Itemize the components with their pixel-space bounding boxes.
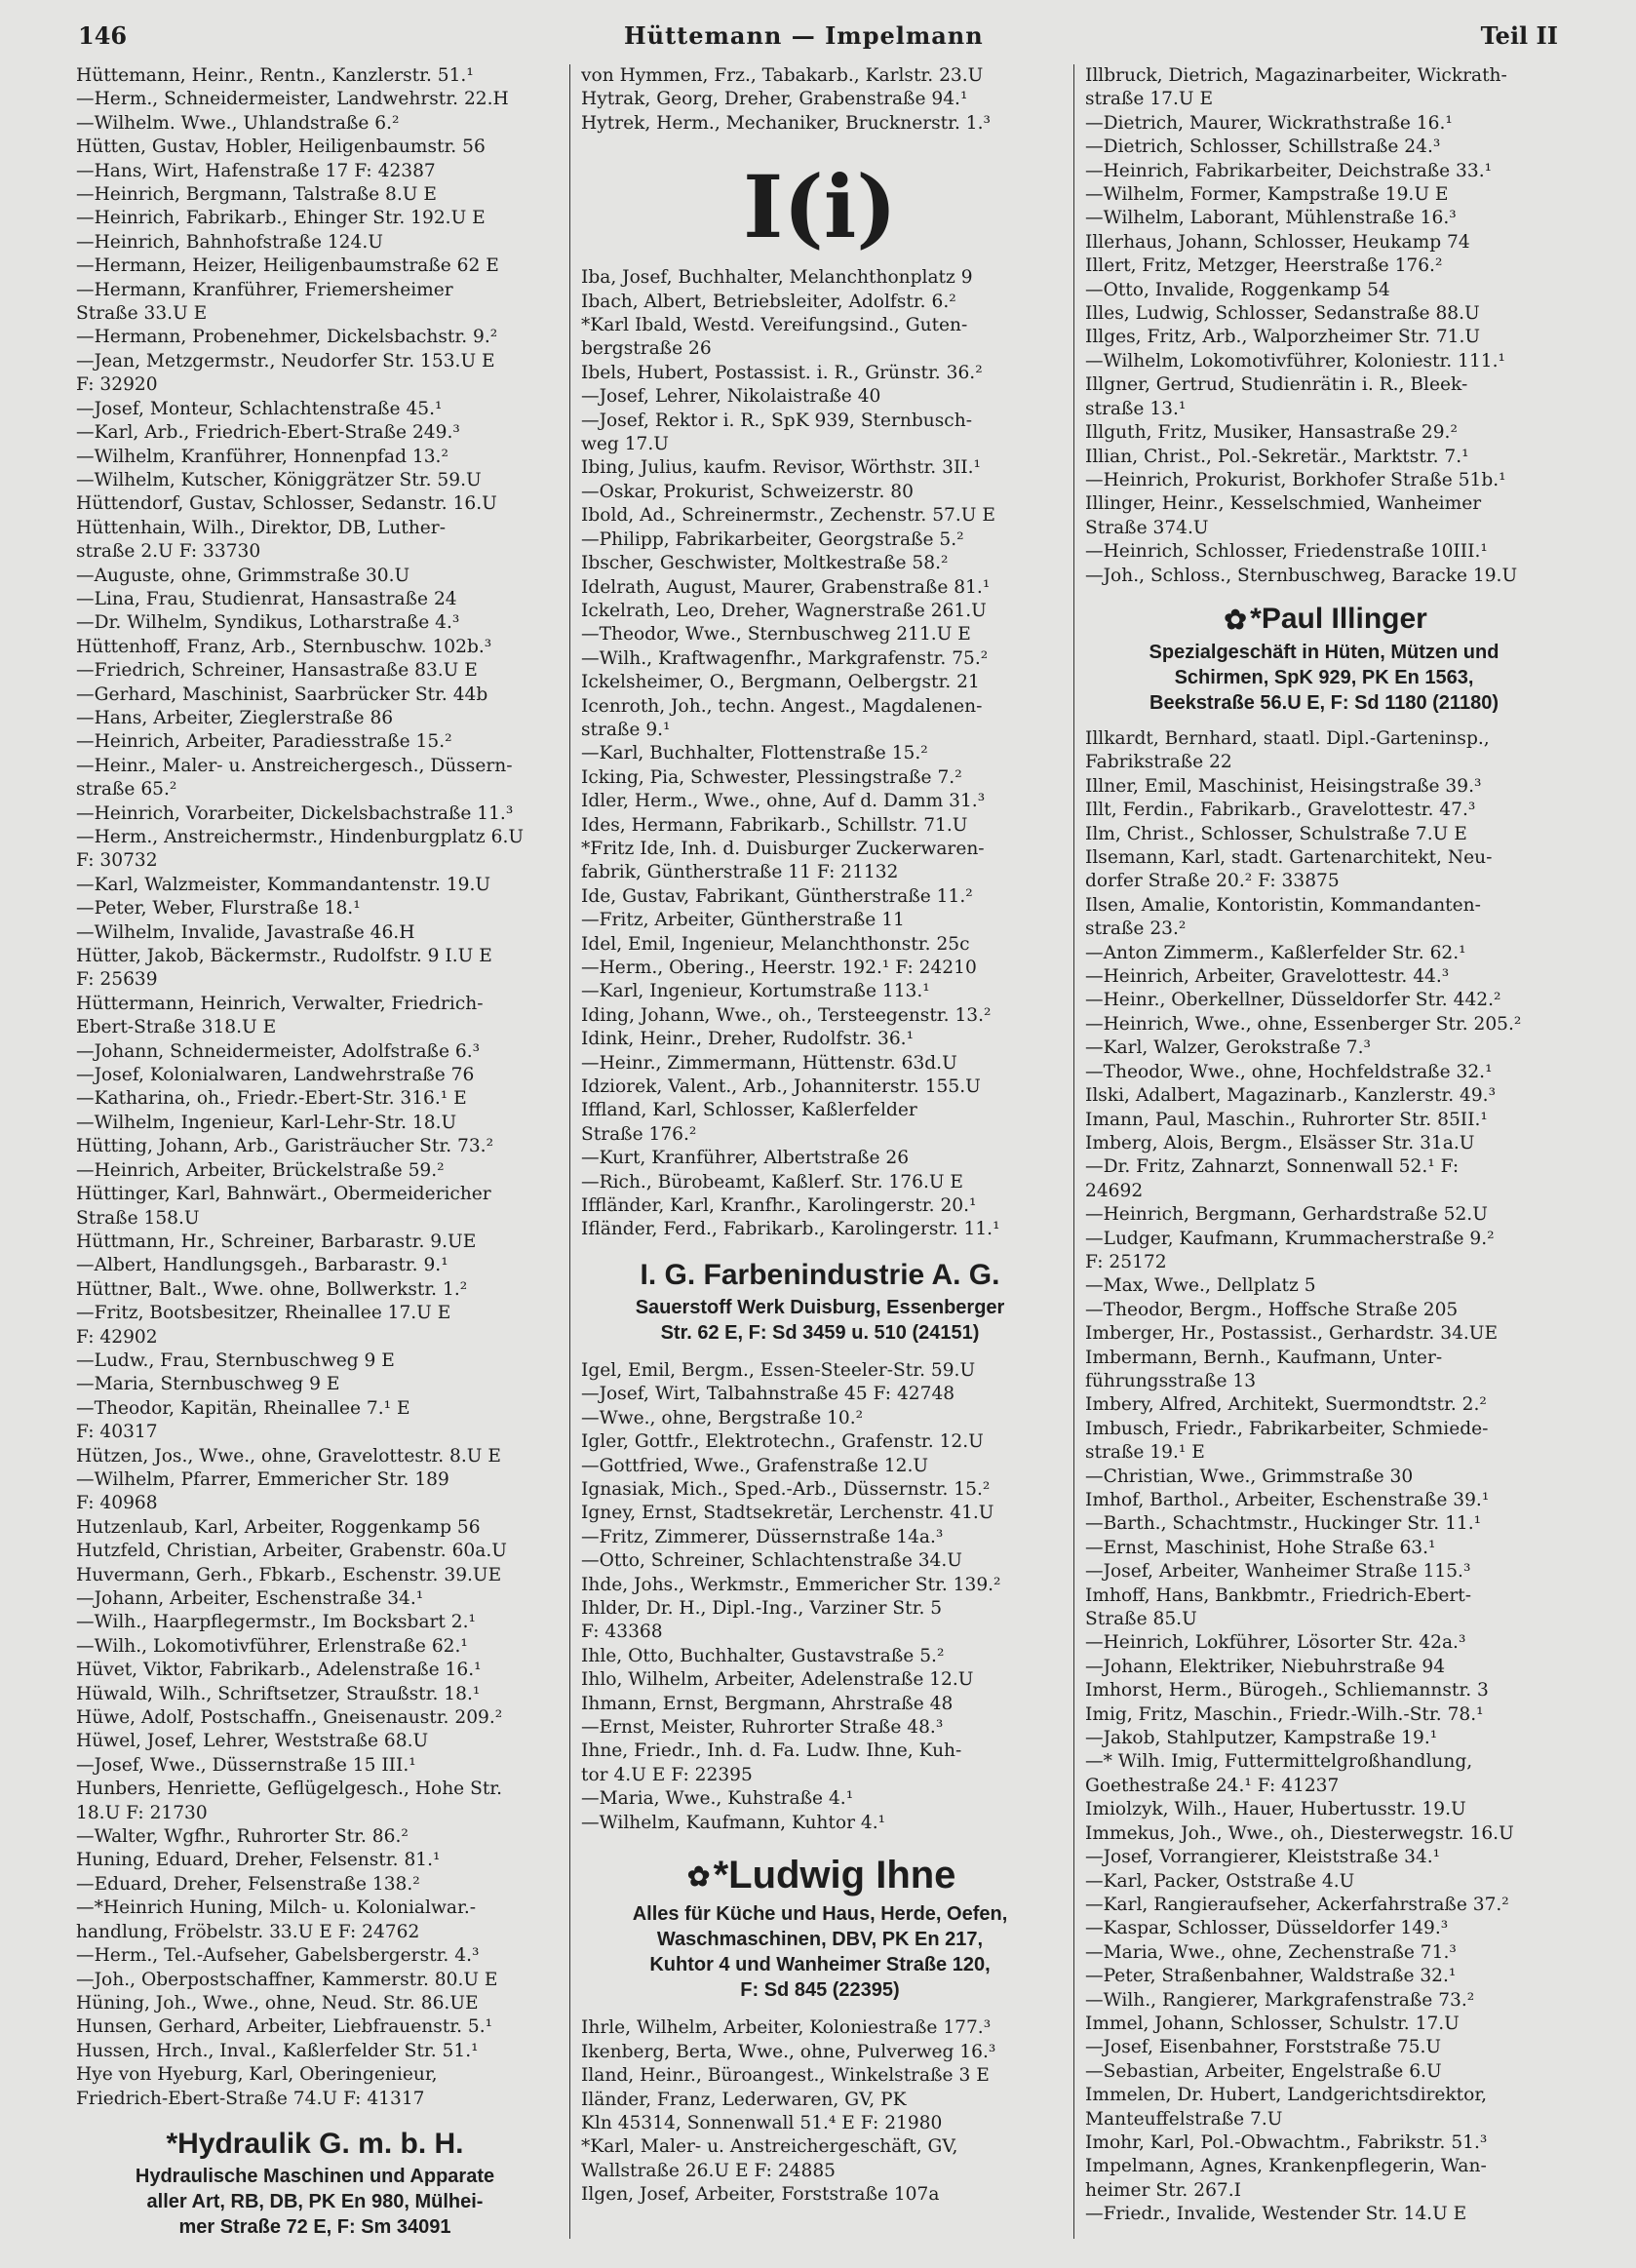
directory-entry: —Gerhard, Maschinist, Saarbrücker Str. 44b (76, 684, 488, 705)
directory-entry: —Josef, Eisenbahner, Forststraße 75.U (1085, 2037, 1442, 2058)
directory-entry: Straße 176.² (581, 1123, 697, 1145)
ad-paul-illinger (1085, 600, 1563, 716)
directory-entry: —Maria, Wwe., Kuhstraße 4.¹ (581, 1788, 854, 1810)
directory-entry: Hützen, Jos., Wwe., ohne, Gravelottestr. 8.U E (76, 1445, 501, 1466)
ad-line: Waschmaschinen, DBV, PK En 217, (656, 1929, 984, 1951)
directory-entry: —Herm., Obering., Heerstr. 192.¹ F: 24210 (581, 958, 977, 978)
directory-entry: Ihmann, Ernst, Bergmann, Ahrstraße 48 (581, 1693, 954, 1714)
directory-entry: —Theodor, Wwe., ohne, Hochfeldstraße 32.¹ (1085, 1061, 1493, 1082)
directory-entry: Hütter, Jakob, Bäckermstr., Rudolfstr. 9 I.U E (76, 946, 492, 967)
ad-farbenindustrie (581, 1256, 1059, 1346)
directory-entry: —Johann, Schneidermeister, Adolfstraße 6.³ (76, 1040, 481, 1062)
directory-entry: Idink, Heinr., Dreher, Rudolfstr. 36.¹ (581, 1029, 915, 1050)
directory-entry: —Karl, Packer, Oststraße 4.U (1085, 1870, 1355, 1892)
directory-entry: Friedrich-Ebert-Straße 74.U F: 41317 (76, 2088, 425, 2109)
entries-col2-bottom (581, 2016, 1059, 2207)
directory-entry: Ihle, Otto, Buchhalter, Gustavstraße 5.² (581, 1645, 945, 1666)
directory-entry: —Friedrich, Schreiner, Hansastraße 83.U E (76, 660, 478, 682)
directory-entry: Ilski, Adalbert, Magazinarb., Kanzlerstr. 49.³ (1085, 1085, 1497, 1107)
directory-entry: —Dr. Fritz, Zahnarzt, Sonnenwall 52.¹ F: (1085, 1156, 1460, 1178)
directory-entry: Ihlder, Dr. H., Dipl.-Ing., Varziner Str. 5 (581, 1597, 943, 1619)
directory-entry: Illbruck, Dietrich, Magazinarbeiter, Wickrath- (1085, 65, 1507, 86)
directory-entry: —Peter, Straßenbahner, Waldstraße 32.¹ (1085, 1966, 1457, 1987)
directory-entry: —Johann, Arbeiter, Eschenstraße 34.¹ (76, 1588, 424, 1609)
directory-entry: Ides, Hermann, Fabrikarb., Schillstr. 71.U (581, 814, 968, 836)
directory-entry: Immelen, Dr. Hubert, Landgerichtsdirektor, (1085, 2085, 1488, 2106)
directory-entry: —Kaspar, Schlosser, Düsseldorfer 149.³ (1085, 1918, 1449, 1939)
ad-line: Str. 62 E, F: Sd 3459 u. 510 (24151) (660, 1321, 980, 1344)
directory-entry: führungsstraße 13 (1085, 1370, 1257, 1391)
directory-entry: —Jakob, Stahlputzer, Kampstraße 19.¹ (1085, 1728, 1438, 1749)
directory-entry: 18.U F: 21730 (76, 1802, 208, 1823)
directory-entry: Icenroth, Joh., techn. Angest., Magdalenen- (581, 695, 983, 717)
directory-entry: Hutzenlaub, Karl, Arbeiter, Roggenkamp 56 (76, 1516, 481, 1538)
directory-entry: Iländer, Franz, Lederwaren, GV, PK (581, 2089, 907, 2110)
directory-entry: F: 32920 (76, 374, 158, 396)
directory-entry: Ifländer, Ferd., Fabrikarb., Karolingerstr. 11.¹ (581, 1219, 1000, 1240)
directory-entry: Hüttermann, Heinrich, Verwalter, Friedrich- (76, 993, 484, 1014)
directory-entry: Imbery, Alfred, Architekt, Suermondtstr. 2.² (1085, 1394, 1487, 1416)
directory-entry: Huvermann, Gerh., Fbkarb., Eschenstr. 39.UE (76, 1564, 502, 1585)
directory-entry: straße 65.² (76, 779, 177, 801)
directory-entry: —Heinrich, Arbeiter, Paradiesstraße 15.² (76, 731, 452, 753)
entries-col3-mid (1085, 727, 1563, 2227)
directory-entry: Icking, Pia, Schwester, Plessingstraße 7.² (581, 766, 962, 788)
directory-entry: Fabrikstraße 22 (1085, 752, 1232, 773)
directory-entry: Ihrle, Wilhelm, Arbeiter, Koloniestraße 177.³ (581, 2017, 992, 2039)
directory-entry: —Wilhelm, Ingenieur, Karl-Lehr-Str. 18.U (76, 1112, 457, 1133)
directory-entry: handlung, Fröbelstr. 33.U E F: 24762 (76, 1921, 420, 1942)
directory-entry: Iland, Heinr., Büroangest., Winkelstraße 3 E (581, 2065, 990, 2087)
column-divider (569, 64, 570, 2239)
directory-entry: Hunbers, Henriette, Geflügelgesch., Hohe Str. (76, 1779, 503, 1800)
directory-entry: —Eduard, Dreher, Felsenstraße 138.² (76, 1873, 420, 1895)
directory-entry: —Barth., Schachtmstr., Huckinger Str. 11.¹ (1085, 1513, 1482, 1535)
directory-entry: —Heinrich, Bergmann, Gerhardstraße 52.U (1085, 1204, 1488, 1226)
directory-entry: —Theodor, Wwe., Sternbuschweg 211.U E (581, 624, 971, 645)
column-1 (76, 64, 554, 2248)
ad-ihne-name: *Ludwig Ihne (713, 1854, 956, 1897)
directory-entry: —Karl, Ingenieur, Kortumstraße 113.¹ (581, 981, 930, 1002)
directory-entry: —Josef, Monteur, Schlachtenstraße 45.¹ (76, 398, 443, 419)
ad-line: Spezialgeschäft in Hüten, Mützen und (1149, 642, 1500, 664)
directory-entry: Ilm, Christ., Schlosser, Schulstraße 7.U E (1085, 823, 1467, 844)
directory-entry: Hütten, Gustav, Hobler, Heiligenbaumstr. 56 (76, 137, 486, 158)
directory-entry: Hye von Hyeburg, Karl, Oberingenieur, (76, 2064, 438, 2086)
directory-entry: Hüttemann, Heinr., Rentn., Kanzlerstr. 51.¹ (76, 65, 474, 86)
directory-entry: 24692 (1085, 1180, 1144, 1201)
directory-entry: Illian, Christ., Pol.-Sekretär., Marktstr. 7.¹ (1085, 446, 1469, 467)
directory-entry: F: 30732 (76, 850, 158, 872)
ad-line: Sauerstoff Werk Duisburg, Essenberger (635, 1296, 1005, 1318)
directory-entry: Ilsemann, Karl, stadt. Gartenarchitekt, Neu- (1085, 847, 1493, 869)
directory-entry: Iding, Johann, Wwe., oh., Tersteegenstr. 13.² (581, 1004, 992, 1026)
directory-entry: —Ernst, Meister, Ruhrorter Straße 48.³ (581, 1716, 944, 1738)
directory-entry: —Heinrich, Fabrikarb., Ehinger Str. 192.U E (76, 208, 486, 229)
directory-entry: —Hermann, Heizer, Heiligenbaumstraße 62 E (76, 255, 499, 277)
directory-entry: Illgner, Gertrud, Studienrätin i. R., Bleek- (1085, 374, 1468, 396)
directory-entry: —Dietrich, Maurer, Wickrathstraße 16.¹ (1085, 112, 1453, 134)
entries-col2-after-ad (581, 1359, 1059, 1835)
entries-col2-mid (581, 266, 1059, 1242)
part-label: Teil II (1480, 21, 1558, 50)
directory-entry: Imann, Paul, Maschin., Ruhrorter Str. 85II.¹ (1085, 1109, 1488, 1130)
directory-entry: Imiolzyk, Wilh., Hauer, Hubertusstr. 19.U (1085, 1799, 1466, 1820)
directory-entry: Hütting, Johann, Arb., Garisträucher Str. 73.² (76, 1136, 494, 1157)
directory-entry: Ihde, Johs., Werkmstr., Emmericher Str. 139.² (581, 1574, 1001, 1595)
directory-entry: —Wilhelm, Pfarrer, Emmericher Str. 189 (76, 1468, 449, 1490)
directory-entry: —Heinrich, Schlosser, Friedenstraße 10III.¹ (1085, 541, 1488, 563)
directory-entry: Ilgen, Josef, Arbeiter, Forststraße 107a (581, 2184, 940, 2206)
directory-entry: —Dr. Wilhelm, Syndikus, Lotharstraße 4.³ (76, 612, 460, 634)
directory-entry: —* Wilh. Imig, Futtermittelgroßhandlung, (1085, 1751, 1473, 1773)
directory-entry: Imbermann, Bernh., Kaufmann, Unter- (1085, 1347, 1443, 1368)
directory-entry: Illert, Fritz, Metzger, Heerstraße 176.² (1085, 255, 1443, 277)
page-title: Hüttemann — Impelmann (623, 21, 984, 50)
directory-entry: Manteuffelstraße 7.U (1085, 2108, 1283, 2130)
directory-entry: —Wilhelm, Kranführer, Honnenpfad 13.² (76, 446, 448, 467)
ad-ludwig-ihne (581, 1851, 1059, 2003)
ad-line: Schirmen, SpK 929, PK En 1563, (1174, 667, 1474, 689)
directory-entry: —Heinrich, Prokurist, Borkhofer Straße 51b.¹ (1085, 469, 1506, 490)
directory-entry: —Wilhelm, Former, Kampstraße 19.U E (1085, 184, 1449, 206)
directory-entry: Hüttenhoff, Franz, Arb., Sternbuschw. 102b.³ (76, 636, 492, 657)
directory-entry: —Karl, Arb., Friedrich-Ebert-Straße 249.³ (76, 422, 460, 444)
directory-entry: F: 42902 (76, 1326, 158, 1348)
directory-entry: Huning, Eduard, Dreher, Felsenstr. 81.¹ (76, 1850, 441, 1871)
directory-entry: —Josef, Rektor i. R., SpK 939, Sternbusch- (581, 410, 972, 431)
directory-entry: straße 19.¹ E (1085, 1442, 1205, 1464)
directory-entry: —Dietrich, Schlosser, Schillstraße 24.³ (1085, 137, 1441, 158)
directory-entry: Hüttenhain, Wilh., Direktor, DB, Luther- (76, 517, 446, 538)
directory-entry: Imbusch, Friedr., Fabrikarbeiter, Schmiede- (1085, 1418, 1489, 1439)
directory-entry: Hüwel, Josef, Lehrer, Weststraße 68.U (76, 1731, 429, 1752)
directory-entry: —Jean, Metzgermstr., Neudorfer Str. 153.U E (76, 350, 495, 371)
directory-entry: —Hans, Arbeiter, Zieglerstraße 86 (76, 707, 394, 728)
directory-entry: —Heinrich, Arbeiter, Gravelottestr. 44.³ (1085, 966, 1450, 988)
directory-entry: —Albert, Handlungsgeh., Barbarastr. 9.¹ (76, 1255, 448, 1276)
ad-line: Beekstraße 56.U E, F: Sd 1180 (21180) (1149, 692, 1499, 715)
directory-entry: —Karl, Walzer, Gerokstraße 7.³ (1085, 1037, 1371, 1059)
directory-entry: —Josef, Arbeiter, Wanheimer Straße 115.³ (1085, 1561, 1471, 1583)
directory-entry: Hüttendorf, Gustav, Schlosser, Sedanstr. 16.U (76, 493, 497, 515)
directory-entry: —Heinrich, Bergmann, Talstraße 8.U E (76, 184, 437, 206)
flower-ornament-icon: ✿ (686, 1861, 711, 1893)
directory-entry: Hytrak, Georg, Dreher, Grabenstraße 94.¹ (581, 89, 968, 110)
directory-entry: Hussen, Hrch., Inval., Kaßlerfelder Str. 51.¹ (76, 2040, 479, 2061)
directory-entry: Illt, Ferdin., Fabrikarb., Gravelottestr. 47.³ (1085, 800, 1476, 821)
directory-entry: —Wilhelm, Kaufmann, Kuhtor 4.¹ (581, 1812, 886, 1833)
directory-entry: straße 2.U F: 33730 (76, 541, 261, 563)
entries-col2-top (581, 64, 1059, 136)
directory-entry: Hüning, Joh., Wwe., ohne, Neud. Str. 86.UE (76, 1992, 479, 2014)
directory-entry: Goethestraße 24.¹ F: 41237 (1085, 1775, 1340, 1796)
directory-entry: —Philipp, Fabrikarbeiter, Georgstraße 5.² (581, 528, 964, 550)
directory-entry: —Heinrich, Wwe., ohne, Essenberger Str. 205.² (1085, 1013, 1522, 1035)
directory-entry: —Theodor, Kapitän, Rheinallee 7.¹ E (76, 1397, 410, 1419)
directory-entry: —Wilhelm, Kutscher, Königgrätzer Str. 59.U (76, 469, 482, 490)
directory-entry: Illner, Emil, Maschinist, Heisingstraße 39.³ (1085, 775, 1482, 797)
directory-entry: Straße 158.U (76, 1207, 200, 1229)
ad-farben-name: I. G. Farbenindustrie A. G. (640, 1258, 1000, 1291)
ad-line: F: Sd 845 (22395) (740, 1979, 900, 2002)
directory-entry: F: 40968 (76, 1493, 158, 1514)
directory-entry: F: 40317 (76, 1422, 158, 1443)
directory-entry: —Sebastian, Arbeiter, Engelstraße 6.U (1085, 2060, 1442, 2082)
directory-entry: Ickelsheimer, O., Bergmann, Oelbergstr. 21 (581, 672, 980, 693)
directory-entry: straße 9.¹ (581, 719, 671, 740)
directory-entry: —Kurt, Kranführer, Albertstraße 26 (581, 1148, 910, 1169)
directory-entry: Ilsen, Amalie, Kontoristin, Kommandanten- (1085, 894, 1481, 916)
directory-entry: Illerhaus, Johann, Schlosser, Heukamp 74 (1085, 231, 1470, 253)
directory-entry: Iba, Josef, Buchhalter, Melanchthonplatz 9 (581, 267, 973, 289)
directory-entry: —Wilh., Haarpflegermstr., Im Bocksbart 2.¹ (76, 1612, 476, 1633)
directory-entry: —Wwe., ohne, Bergstraße 10.² (581, 1407, 864, 1428)
directory-entry: heimer Str. 267.I (1085, 2179, 1241, 2201)
directory-entry: —Walter, Wgfhr., Ruhrorter Str. 86.² (76, 1826, 409, 1848)
directory-entry: —Herm., Schneidermeister, Landwehrstr. 22.H (76, 89, 509, 110)
directory-entry: tor 4.U E F: 22395 (581, 1764, 753, 1785)
directory-entry: —Heinr., Maler- u. Anstreichergesch., Düssern- (76, 755, 513, 776)
ad-farben-lines (581, 1295, 1059, 1346)
ad-line: Hydraulische Maschinen und Apparate (135, 2165, 495, 2187)
ad-ihne-lines (581, 1901, 1059, 2003)
directory-entry: Illguth, Fritz, Musiker, Hansastraße 29.² (1085, 422, 1458, 444)
directory-entry: Igel, Emil, Bergm., Essen-Steeler-Str. 59.U (581, 1359, 976, 1381)
directory-entry: Imig, Fritz, Maschin., Friedr.-Wilh.-Str. 78.¹ (1085, 1703, 1484, 1725)
directory-entry: —Rich., Bürobeamt, Kaßlerf. Str. 176.U E (581, 1171, 964, 1193)
directory-entry: straße 23.² (1085, 919, 1187, 940)
directory-entry: Kln 45314, Sonnenwall 51.⁴ E F: 21980 (581, 2113, 943, 2134)
column-2 (581, 64, 1059, 2208)
directory-entry: Iffländer, Karl, Kranfhr., Karolingerstr. 20.¹ (581, 1195, 977, 1217)
directory-entry: —Karl, Buchhalter, Flottenstraße 15.² (581, 743, 928, 764)
directory-entry: Hüttmann, Hr., Schreiner, Barbarastr. 9.UE (76, 1231, 477, 1252)
directory-entry: Ide, Gustav, Fabrikant, Güntherstraße 11.² (581, 885, 973, 907)
directory-entry: —Heinr., Oberkellner, Düsseldorfer Str. 442.² (1085, 990, 1501, 1011)
directory-entry: —*Heinrich Huning, Milch- u. Kolonialwar.- (76, 1897, 477, 1919)
directory-entry: —Wilhelm, Laborant, Mühlenstraße 16.³ (1085, 208, 1457, 229)
directory-entry: Ibels, Hubert, Postassist. i. R., Grünstr. 36.² (581, 362, 983, 383)
directory-entry: Ibing, Julius, kaufm. Revisor, Wörthstr. 3II.¹ (581, 457, 982, 479)
directory-entry: —Ludw., Frau, Sternbuschweg 9 E (76, 1349, 395, 1371)
directory-entry: —Herm., Anstreichermstr., Hindenburgplatz 6.U (76, 827, 525, 847)
directory-entry: —Max, Wwe., Dellplatz 5 (1085, 1275, 1316, 1297)
directory-entry: Ibscher, Geschwister, Moltkestraße 58.² (581, 553, 949, 574)
directory-entry: von Hymmen, Frz., Tabakarb., Karlstr. 23.U (581, 65, 984, 86)
directory-entry: Imberg, Alois, Bergm., Elsässer Str. 31a.U (1085, 1132, 1475, 1154)
directory-entry: Illges, Fritz, Arb., Walporzheimer Str. 71.U (1085, 327, 1481, 348)
directory-entry: —Peter, Weber, Flurstraße 18.¹ (76, 898, 361, 919)
directory-entry: Wallstraße 26.U E F: 24885 (581, 2160, 836, 2181)
directory-entry: bergstraße 26 (581, 338, 712, 360)
entries-col1 (76, 64, 554, 2111)
directory-entry: —Joh., Oberpostschaffner, Kammerstr. 80.U E (76, 1969, 498, 1990)
directory-entry: Idel, Emil, Ingenieur, Melanchthonstr. 25c (581, 933, 970, 955)
directory-entry: —Heinr., Zimmermann, Hüttenstr. 63d.U (581, 1052, 957, 1074)
directory-entry: —Wilh., Rangierer, Markgrafenstraße 73.² (1085, 1989, 1475, 2011)
directory-entry: —Heinrich, Vorarbeiter, Dickelsbachstraße 11.³ (76, 802, 514, 824)
directory-entry: —Hermann, Probenehmer, Dickelsbachstr. 9.² (76, 327, 498, 348)
directory-entry: —Josef, Vorrangierer, Kleiststraße 34.¹ (1085, 1847, 1441, 1868)
directory-entry: Hüwald, Wilh., Schriftsetzer, Straußstr. 18.¹ (76, 1683, 481, 1704)
directory-entry: Igney, Ernst, Stadtsekretär, Lerchenstr. 41.U (581, 1503, 994, 1524)
directory-entry: Igler, Gottfr., Elektrotechn., Grafenstr. 12.U (581, 1431, 984, 1453)
directory-entry: Immekus, Joh., Wwe., oh., Diesterwegstr. 16.U (1085, 1822, 1514, 1844)
directory-entry: —Auguste, ohne, Grimmstraße 30.U (76, 565, 410, 586)
directory-entry: —Karl, Rangieraufseher, Ackerfahrstraße 37.² (1085, 1894, 1509, 1915)
directory-entry: —Hermann, Kranführer, Friemersheimer (76, 279, 453, 300)
directory-entry: Ihne, Friedr., Inh. d. Fa. Ludw. Ihne, Kuh- (581, 1740, 962, 1762)
directory-entry: Imhorst, Herm., Bürogeh., Schliemannstr. 3 (1085, 1680, 1489, 1701)
directory-entry: Illes, Ludwig, Schlosser, Sedanstraße 88.U (1085, 303, 1480, 325)
directory-entry: —Gottfried, Wwe., Grafenstraße 12.U (581, 1455, 929, 1476)
directory-entry: fabrik, Güntherstraße 11 F: 21132 (581, 862, 899, 883)
directory-entry: Ihlo, Wilhelm, Arbeiter, Adelenstraße 12.U (581, 1669, 974, 1691)
directory-entry: —Maria, Sternbuschweg 9 E (76, 1374, 340, 1395)
flower-ornament-icon: ✿ (1224, 605, 1247, 636)
directory-entry: Impelmann, Agnes, Krankenpflegerin, Wan- (1085, 2156, 1487, 2177)
directory-entry: F: 25639 (76, 969, 158, 991)
directory-entry: Hüwe, Adolf, Postschaffn., Gneisenaustr. 209.² (76, 1707, 503, 1729)
directory-entry: Ickelrath, Leo, Dreher, Wagnerstraße 261.U (581, 600, 987, 621)
directory-entry: —Oskar, Prokurist, Schweizerstr. 80 (581, 481, 914, 502)
directory-entry: straße 17.U E (1085, 89, 1214, 110)
directory-entry: —Fritz, Bootsbesitzer, Rheinallee 17.U E (76, 1303, 451, 1324)
directory-entry: Straße 374.U (1085, 517, 1209, 538)
ad-line: aller Art, RB, DB, PK En 980, Mülhei- (146, 2190, 484, 2212)
ad-illinger-lines (1085, 640, 1563, 716)
directory-entry: straße 13.¹ (1085, 398, 1187, 419)
directory-entry: Ikenberg, Berta, Wwe., ohne, Pulverweg 16.³ (581, 2041, 996, 2062)
directory-entry: *Karl, Maler- u. Anstreichergeschäft, GV, (581, 2136, 958, 2158)
ad-line: Kuhtor 4 und Wanheimer Straße 120, (649, 1954, 991, 1976)
directory-entry: Hytrek, Herm., Mechaniker, Brucknerstr. 1.³ (581, 112, 991, 134)
directory-entry: Straße 85.U (1085, 1609, 1197, 1630)
directory-entry: —Herm., Tel.-Aufseher, Gabelsbergerstr. 4.³ (76, 1945, 480, 1967)
column-divider (1073, 64, 1074, 2239)
directory-entry: Imhoff, Hans, Bankbmtr., Friedrich-Ebert- (1085, 1584, 1471, 1606)
ad-line: Alles für Küche und Haus, Herde, Oefen, (632, 1903, 1008, 1926)
ad-line: mer Straße 72 E, F: Sm 34091 (178, 2215, 451, 2238)
directory-entry: —Fritz, Zimmerer, Düssernstraße 14a.³ (581, 1526, 944, 1547)
directory-entry: —Maria, Wwe., ohne, Zechenstraße 71.³ (1085, 1941, 1457, 1963)
directory-entry: —Josef, Kolonialwaren, Landwehrstraße 76 (76, 1065, 475, 1086)
directory-entry: Ibold, Ad., Schreinermstr., Zechenstr. 57.U E (581, 505, 995, 527)
directory-entry: Ibach, Albert, Betriebsleiter, Adolfstr. 6.² (581, 291, 956, 312)
directory-entry: Idelrath, August, Maurer, Grabenstraße 81.¹ (581, 576, 991, 598)
directory-entry: *Karl Ibald, Westd. Vereifungsind., Guten- (581, 315, 968, 336)
directory-entry: —Otto, Invalide, Roggenkamp 54 (1085, 279, 1390, 300)
directory-entry: Imberger, Hr., Postassist., Gerhardstr. 34.UE (1085, 1323, 1499, 1345)
directory-entry: Hüvet, Viktor, Fabrikarb., Adelenstraße 16.¹ (76, 1660, 482, 1681)
column-3 (1085, 64, 1563, 2227)
directory-entry: F: 43368 (581, 1622, 663, 1643)
section-letter: I(i) (743, 156, 897, 258)
directory-entry: Ignasiak, Mich., Sped.-Arb., Düssernstr. 15.² (581, 1478, 991, 1500)
directory-entry: Imhof, Barthol., Arbeiter, Eschenstraße 39.¹ (1085, 1490, 1490, 1511)
directory-entry: —Fritz, Arbeiter, Güntherstraße 11 (581, 910, 905, 931)
directory-entry: Idziorek, Valent., Arb., Johanniterstr. 155.U (581, 1076, 981, 1098)
directory-entry: —Josef, Wirt, Talbahnstraße 45 F: 42748 (581, 1384, 955, 1405)
directory-entry: Iffland, Karl, Schlosser, Kaßlerfelder (581, 1100, 917, 1121)
directory-entry: —Heinrich, Arbeiter, Brückelstraße 59.² (76, 1159, 445, 1181)
ad-illinger-name: *Paul Illinger (1250, 602, 1427, 635)
directory-entry: —Hans, Wirt, Hafenstraße 17 F: 42387 (76, 160, 436, 181)
directory-entry: Illinger, Heinr., Kesselschmied, Wanheimer (1085, 493, 1482, 515)
page-header (78, 21, 1558, 60)
directory-entry: F: 25172 (1085, 1251, 1167, 1272)
directory-entry: —Friedr., Invalide, Westender Str. 14.U E (1085, 2204, 1467, 2225)
directory-entry: —Joh., Schloss., Sternbuschweg, Baracke 19.U (1085, 565, 1518, 586)
directory-entry: —Josef, Lehrer, Nikolaistraße 40 (581, 386, 881, 408)
directory-entry: Immel, Johann, Schlosser, Schulstr. 17.U (1085, 2013, 1460, 2034)
directory-entry: —Ludger, Kaufmann, Krummacherstraße 9.² (1085, 1228, 1495, 1249)
directory-entry: Hutzfeld, Christian, Arbeiter, Grabenstr. 60a.U (76, 1541, 507, 1562)
ad-hydraulik-name: *Hydraulik G. m. b. H. (166, 2127, 464, 2160)
directory-entry: Illkardt, Bernhard, staatl. Dipl.-Garteninsp., (1085, 728, 1490, 750)
directory-entry: —Otto, Schreiner, Schlachtenstraße 34.U (581, 1550, 962, 1572)
page-number: 146 (78, 21, 128, 50)
directory-entry: dorfer Straße 20.² F: 33875 (1085, 871, 1340, 892)
directory-entry: —Wilhelm. Wwe., Uhlandstraße 6.² (76, 112, 400, 134)
directory-entry: —Heinrich, Lokführer, Lösorter Str. 42a.³ (1085, 1632, 1466, 1654)
directory-entry: Straße 33.U E (76, 303, 208, 325)
directory-entry: —Theodor, Bergm., Hoffsche Straße 205 (1085, 1299, 1459, 1320)
entries-col3-top (1085, 64, 1563, 588)
directory-entry: Idler, Herm., Wwe., ohne, Auf d. Damm 31.³ (581, 791, 986, 812)
directory-entry: —Heinrich, Fabrikarbeiter, Deichstraße 33.¹ (1085, 160, 1493, 181)
ad-hydraulik (76, 2125, 554, 2240)
directory-entry: —Ernst, Maschinist, Hohe Straße 63.¹ (1085, 1537, 1436, 1558)
directory-entry: —Wilh., Kraftwagenfhr., Markgrafenstr. 75.² (581, 647, 989, 669)
directory-entry: —Karl, Walzmeister, Kommandantenstr. 19.U (76, 874, 491, 895)
ad-hydraulik-lines (76, 2164, 554, 2240)
directory-entry: —Christian, Wwe., Grimmstraße 30 (1085, 1466, 1414, 1487)
directory-entry: —Lina, Frau, Studienrat, Hansastraße 24 (76, 588, 457, 609)
directory-entry: —Johann, Elektriker, Niebuhrstraße 94 (1085, 1656, 1446, 1677)
directory-entry: Hunsen, Gerhard, Arbeiter, Liebfrauenstr. 5.¹ (76, 2016, 493, 2038)
directory-entry: —Wilhelm, Lokomotivführer, Koloniestr. 111.¹ (1085, 350, 1505, 371)
directory-entry: Hüttner, Balt., Wwe. ohne, Bollwerkstr. 1.² (76, 1278, 468, 1300)
directory-entry: —Wilh., Lokomotivführer, Erlenstraße 62.¹ (76, 1635, 468, 1657)
directory-entry: Imohr, Karl, Pol.-Obwachtm., Fabrikstr. 51.³ (1085, 2131, 1488, 2153)
directory-entry: Hüttinger, Karl, Bahnwärt., Obermeidericher (76, 1184, 491, 1205)
directory-entry: *Fritz Ide, Inh. d. Duisburger Zuckerwaren- (581, 838, 985, 859)
directory-entry: —Josef, Wwe., Düssernstraße 15 III.¹ (76, 1754, 416, 1776)
directory-entry: weg 17.U (581, 434, 669, 455)
directory-entry: —Katharina, oh., Friedr.-Ebert-Str. 316.¹ E (76, 1088, 467, 1110)
directory-entry: —Heinrich, Bahnhofstraße 124.U (76, 231, 383, 253)
directory-entry: Ebert-Straße 318.U E (76, 1017, 277, 1038)
directory-entry: —Wilhelm, Invalide, Javastraße 46.H (76, 921, 415, 943)
directory-entry: —Anton Zimmerm., Kaßlerfelder Str. 62.¹ (1085, 942, 1466, 963)
